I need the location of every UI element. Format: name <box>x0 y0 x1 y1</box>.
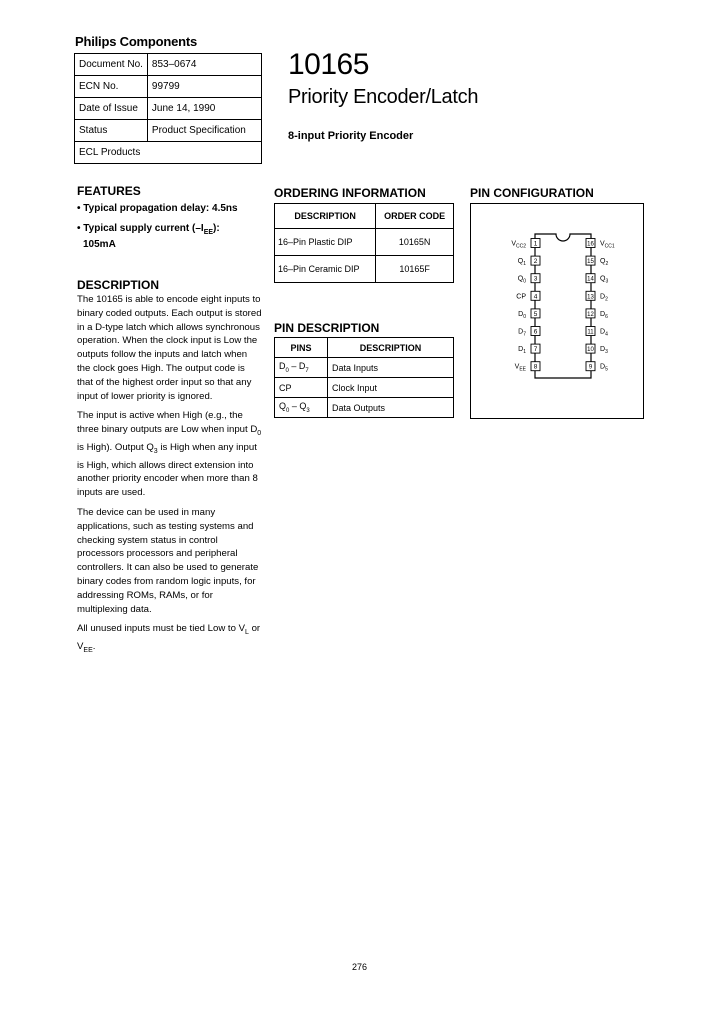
doc-value: 99799 <box>147 76 261 98</box>
pin-label-text: Q <box>517 258 524 266</box>
subscript: 3 <box>306 407 310 414</box>
subscript: 0 <box>286 407 290 414</box>
doc-label: Document No. <box>75 54 148 76</box>
subscript: EE <box>83 646 93 654</box>
pin-label-text: D <box>600 293 606 301</box>
pin-label <box>600 276 608 285</box>
doc-row-ecl-products <box>75 142 262 164</box>
pin-label-subscript: CC1 <box>604 243 615 250</box>
pin-label-subscript: 0 <box>523 278 526 285</box>
pin-label <box>600 241 615 250</box>
doc-value: June 14, 1990 <box>147 98 261 120</box>
page-title: Priority Encoder/Latch <box>288 86 479 108</box>
pin-label-subscript: 3 <box>605 349 608 356</box>
pin-description-heading: PIN DESCRIPTION <box>274 321 380 335</box>
pin-label <box>518 346 526 355</box>
column-header: ORDER CODE <box>376 204 454 229</box>
bullet-icon: • <box>77 223 81 234</box>
table-header-row <box>275 338 454 358</box>
pin-number: 10 <box>587 347 594 354</box>
description-body <box>77 293 263 664</box>
pin-configuration-heading: PIN CONFIGURATION <box>470 186 594 200</box>
pin-label <box>600 311 608 320</box>
pin-label <box>600 346 608 355</box>
pin-function: Data Outputs <box>328 398 454 418</box>
pin-label-text: V <box>600 240 605 248</box>
pin-function: Data Inputs <box>328 358 454 378</box>
pin-number: 1 <box>533 240 538 248</box>
feature-value: 4.5ns <box>212 203 238 214</box>
pin-label-subscript: 2 <box>605 296 608 303</box>
pin-label <box>515 364 527 373</box>
pin-label-subscript: 4 <box>605 331 608 338</box>
features-heading: FEATURES <box>77 184 141 198</box>
order-code: 10165F <box>376 256 454 283</box>
pin-label-text: V <box>514 363 520 371</box>
subscript: 0 <box>285 367 289 374</box>
ordering-heading: ORDERING INFORMATION <box>274 186 426 200</box>
pin-label-subscript: 3 <box>605 278 609 285</box>
table-row <box>275 229 454 256</box>
text-run: D <box>279 361 286 372</box>
column-header: DESCRIPTION <box>328 338 454 358</box>
pin-label <box>518 329 526 338</box>
ordering-table <box>274 203 454 283</box>
pin-number: 16 <box>587 241 594 248</box>
description-paragraph: The device can be used in many applications, such as testing systems and checking system status in control processors processors and peripheral controllers. It can also be used to generate binary codes from random logic inputs, for addressing ROMs, RAMs, or for multiplexing data. <box>77 506 259 615</box>
pin-label-subscript: EE <box>519 366 526 373</box>
column-header: DESCRIPTION <box>275 204 376 229</box>
pin-number: 7 <box>533 346 538 354</box>
pin-label-subscript: 5 <box>605 366 608 373</box>
pin-number: 2 <box>533 258 538 266</box>
pin-number: 12 <box>587 311 594 318</box>
order-description: 16–Pin Ceramic DIP <box>275 256 376 283</box>
doc-label: ECL Products <box>75 142 262 164</box>
pin-label-text: D <box>600 310 606 318</box>
part-number: 10165 <box>288 48 369 81</box>
doc-label: Status <box>75 120 148 142</box>
text-run: is High when any input is High, which allows direct extension into another priority encoder when more than 8 inputs are used. <box>77 441 258 499</box>
description-paragraph <box>77 622 263 657</box>
order-code: 10165N <box>376 229 454 256</box>
pin-label-text: Q <box>600 258 606 266</box>
ic-body <box>535 234 591 378</box>
table-header-row <box>275 204 454 229</box>
description-heading: DESCRIPTION <box>77 278 160 292</box>
feature-subscript: EE <box>203 229 214 236</box>
pin-label-subscript: 1 <box>523 261 526 268</box>
pin-label-text: D <box>518 346 524 354</box>
text-run: All unused inputs must be tied Low to V <box>77 623 245 635</box>
text-run: Q <box>279 401 287 412</box>
pin-label <box>518 311 526 320</box>
pin-label-text: Q <box>600 275 606 283</box>
subscript: 0 <box>257 430 262 438</box>
pin-label-subscript: 7 <box>523 331 526 338</box>
pin-label-text: D <box>600 346 606 354</box>
table-row <box>275 398 454 418</box>
pin-label <box>511 241 526 250</box>
feature-label: Typical supply current (–I <box>83 223 204 234</box>
text-run: The input is active when High (e.g., the three binary outputs are Low when input D <box>77 410 258 436</box>
pin-number: 11 <box>587 329 594 336</box>
feature-label: Typical propagation delay: <box>83 203 210 214</box>
description-paragraph: The 10165 is able to encode eight inputs to binary coded outputs. Each output is stored in a D-type latch which allows synchronous operation. When the clock input is Low the outputs follow the inputs and latch when the clock goes High. The output code is that of the highest order input so that any input of lower priority is ignored. <box>77 294 262 402</box>
subscript: 3 <box>153 447 158 455</box>
pin-number: 14 <box>587 276 594 283</box>
pin-label-text: Q <box>517 275 524 283</box>
pin-number: 8 <box>533 363 538 371</box>
pin-label-text: D <box>518 310 524 318</box>
doc-row-ecn-no <box>75 76 262 98</box>
pin-label-text: D <box>600 328 606 336</box>
pin-number: 6 <box>533 328 538 336</box>
dip-package-diagram <box>471 204 643 418</box>
pin-number: 13 <box>587 294 594 301</box>
doc-label: Date of Issue <box>75 98 148 120</box>
pin-label-subscript: CC2 <box>515 243 526 250</box>
pin-label-subscript: 2 <box>605 261 609 268</box>
pin-label-text: CP <box>516 293 526 301</box>
subscript: L <box>245 629 249 637</box>
doc-row-document-no <box>75 54 262 76</box>
pin-label <box>600 329 608 338</box>
pin-label-text: V <box>511 240 516 248</box>
pin-label <box>518 258 526 267</box>
bullet-icon: • <box>77 203 81 214</box>
pin-label-text: D <box>600 363 606 371</box>
pin-label <box>518 276 526 285</box>
table-row <box>275 358 454 378</box>
text-run: is High). Output Q <box>77 441 154 453</box>
pin-label-subscript: 1 <box>523 349 526 356</box>
text-run: or V <box>77 623 261 653</box>
page-subtitle: 8-input Priority Encoder <box>288 130 414 142</box>
table-row <box>275 378 454 398</box>
pin-label-text: D <box>518 328 524 336</box>
pin-names <box>275 358 328 378</box>
doc-row-status <box>75 120 262 142</box>
pin-number: 9 <box>588 364 593 371</box>
feature-item-supply-current <box>77 223 257 251</box>
text-run: – D <box>288 361 306 372</box>
pin-description-table <box>274 337 454 418</box>
subscript: 7 <box>305 367 309 374</box>
pin-label <box>516 293 526 300</box>
feature-value: 105mA <box>83 239 116 250</box>
doc-row-date-of-issue <box>75 98 262 120</box>
pin-names <box>275 398 328 418</box>
pin-label-subscript: 0 <box>523 313 526 320</box>
pin-configuration-box <box>470 203 644 419</box>
text-run: – Q <box>289 401 307 412</box>
order-description: 16–Pin Plastic DIP <box>275 229 376 256</box>
doc-value: 853–0674 <box>147 54 261 76</box>
pin-number: 5 <box>533 310 538 318</box>
pin-function: Clock Input <box>328 378 454 398</box>
pin-label-subscript: 6 <box>605 313 608 320</box>
pin-number: 3 <box>533 275 538 283</box>
column-header: PINS <box>275 338 328 358</box>
page-number: 276 <box>352 962 368 972</box>
table-row <box>275 256 454 283</box>
feature-label-end: ): <box>213 223 220 234</box>
pin-number: 15 <box>587 259 594 266</box>
doc-label: ECN No. <box>75 76 148 98</box>
document-info-table <box>74 53 262 164</box>
pin-number: 4 <box>533 293 538 301</box>
pin-label <box>600 293 608 302</box>
pin-label <box>600 364 608 373</box>
pin-names: CP <box>275 378 328 398</box>
text-run: . <box>92 641 96 653</box>
company-name: Philips Components <box>75 34 198 49</box>
description-paragraph <box>77 409 263 500</box>
doc-value: Product Specification <box>147 120 261 142</box>
pin-label <box>600 258 608 267</box>
feature-item-propagation-delay <box>77 203 257 215</box>
